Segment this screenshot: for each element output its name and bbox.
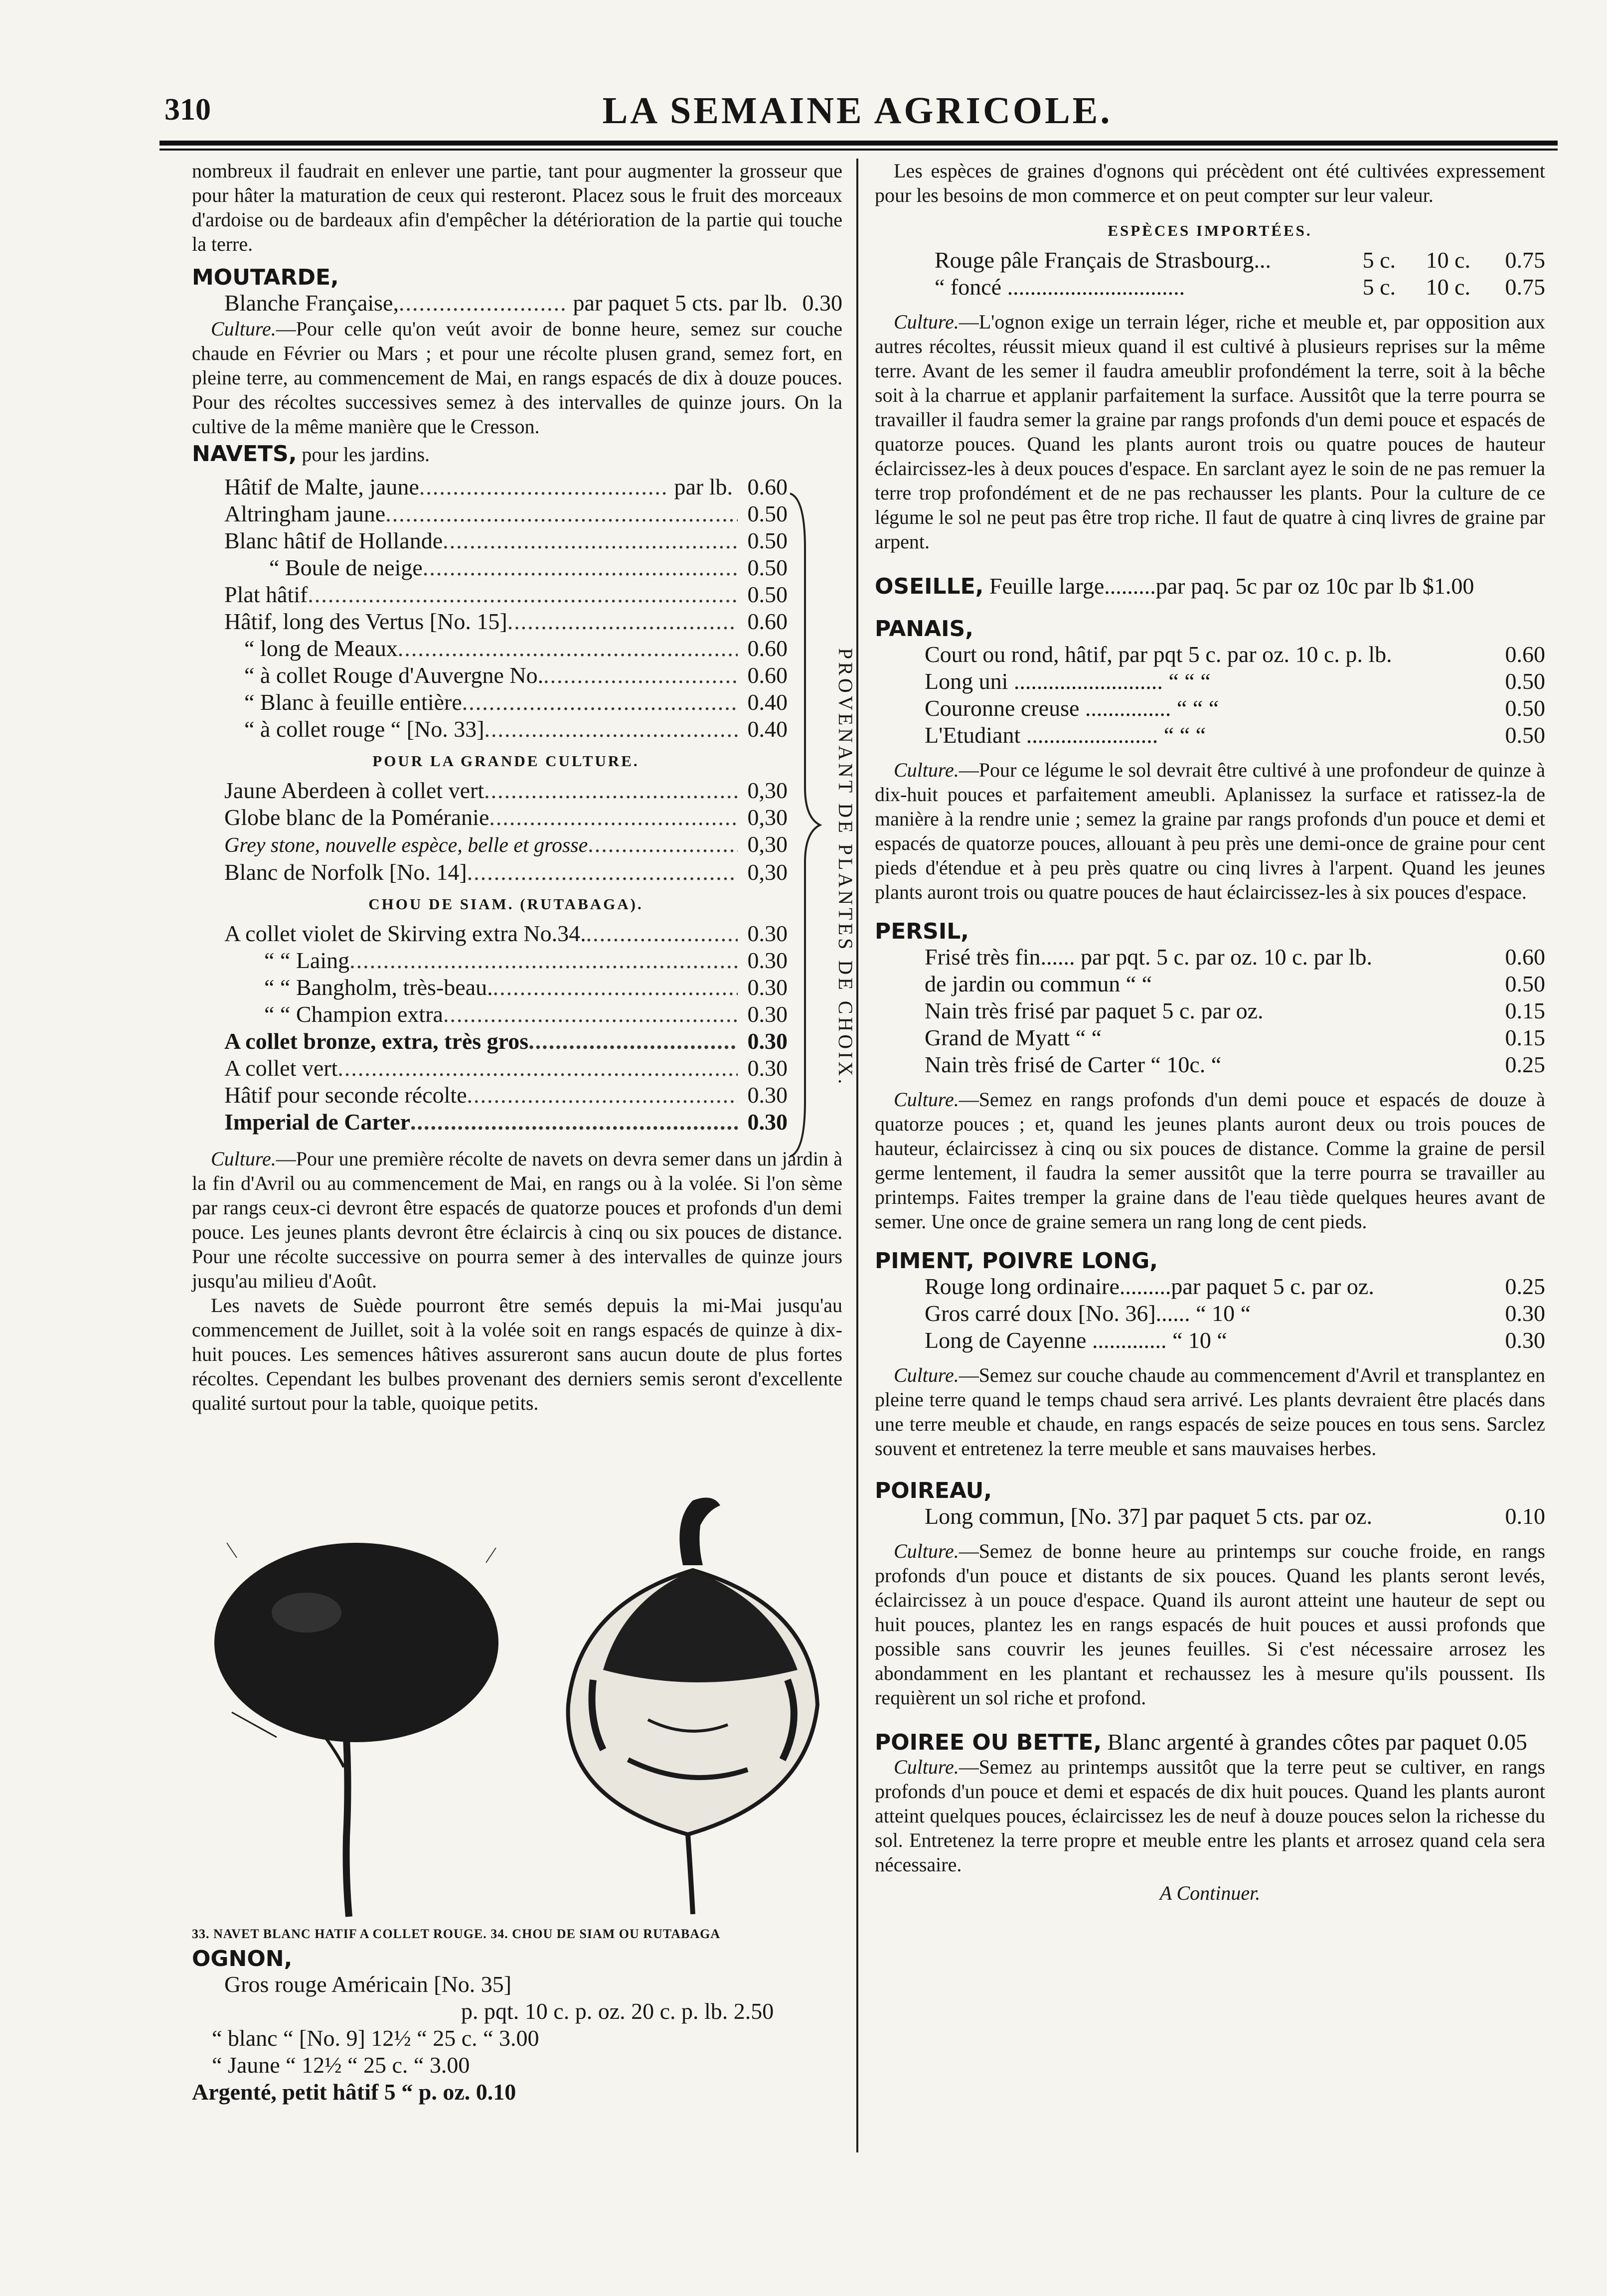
list-item bbox=[224, 1109, 788, 1136]
list-item bbox=[925, 1327, 1545, 1354]
item-price: 0.60 bbox=[747, 636, 788, 661]
culture-label: Culture. bbox=[211, 318, 276, 340]
item-name: Hâtif pour seconde récolte bbox=[224, 1082, 467, 1108]
vertical-label: PROVENANT DE PLANTES DE CHOIX. bbox=[834, 648, 857, 1087]
moutarde-unit: par paquet 5 cts. par lb. bbox=[573, 290, 788, 316]
panais-culture bbox=[875, 758, 1545, 904]
item-name: “ foncé ............................... bbox=[935, 274, 1185, 300]
list-item: Gros rouge Américain [No. 35] bbox=[224, 1971, 512, 1997]
list-item bbox=[935, 247, 1545, 274]
column-divider bbox=[856, 159, 858, 2152]
item-price: 0.50 bbox=[747, 528, 788, 553]
item-price: 0.60 bbox=[1505, 642, 1545, 667]
list-item bbox=[224, 500, 788, 527]
navets-brace bbox=[785, 489, 825, 1161]
list-item bbox=[224, 716, 788, 743]
item-name: Gros carré doux [No. 36]...... “ 10 “ bbox=[925, 1301, 1251, 1326]
piment-culture bbox=[875, 1363, 1545, 1461]
item-name: Nain très frisé de Carter “ 10c. “ bbox=[925, 1052, 1222, 1077]
list-item: Argenté, petit hâtif 5 “ p. oz. 0.10 bbox=[192, 2079, 516, 2105]
leader-dots bbox=[467, 1082, 738, 1109]
leader-dots bbox=[410, 1109, 738, 1136]
list-item bbox=[224, 554, 788, 581]
item-price: 0.60 bbox=[747, 609, 788, 634]
item-name: “ “ Bangholm, très-beau. bbox=[264, 975, 493, 1000]
culture-label: Culture. bbox=[894, 1364, 959, 1386]
leader-dots bbox=[385, 500, 738, 527]
item-price: 0.30 bbox=[747, 975, 788, 1000]
item-name: L'Etudiant ....................... “ “ “ bbox=[925, 722, 1206, 748]
moutarde-price: 0.30 bbox=[802, 290, 842, 316]
leader-dots bbox=[484, 716, 738, 743]
list-item bbox=[224, 1082, 788, 1109]
chou-siam-title: CHOU DE SIAM. (RUTABAGA). bbox=[368, 895, 643, 913]
list-item: “ blanc “ [No. 9] 12½ “ 25 c. “ 3.00 bbox=[212, 2025, 539, 2051]
poireau-culture bbox=[875, 1539, 1545, 1710]
list-item bbox=[925, 971, 1545, 997]
item-price: 0.30 bbox=[747, 948, 788, 973]
item-price: 0,30 bbox=[747, 831, 788, 857]
navets-heading-suffix: pour les jardins. bbox=[302, 443, 430, 466]
list-item bbox=[224, 689, 788, 716]
list-item bbox=[224, 1055, 788, 1082]
continuer-note: A Continuer. bbox=[1159, 1882, 1261, 1904]
item-unit: par lb. bbox=[674, 474, 733, 499]
leader-dots bbox=[489, 804, 738, 831]
leader-dots bbox=[462, 689, 738, 716]
item-price-c: 0.75 bbox=[1505, 274, 1545, 300]
oseille-heading: OSEILLE, bbox=[875, 574, 984, 599]
ognon-culture bbox=[875, 310, 1545, 554]
leader-dots bbox=[308, 581, 738, 608]
leader-dots bbox=[337, 1055, 738, 1082]
item-name: A collet violet de Skirving extra No.34. bbox=[224, 921, 586, 946]
leader-dots bbox=[443, 527, 738, 554]
item-name: “ Boule de neige bbox=[269, 555, 423, 580]
item-price: 0.30 bbox=[747, 1055, 788, 1081]
grande-culture-title: POUR LA GRANDE CULTURE. bbox=[372, 752, 640, 770]
item-name: “ Blanc à feuille entière bbox=[244, 689, 462, 715]
item-name: “ “ Champion extra bbox=[264, 1001, 443, 1027]
item-price: 0.40 bbox=[747, 689, 788, 715]
culture-label: Culture. bbox=[894, 311, 959, 333]
leader-dots bbox=[349, 947, 738, 974]
item-name: “ long de Meaux bbox=[244, 636, 398, 661]
imported-title: ESPÈCES IMPORTÉES. bbox=[1108, 222, 1312, 239]
culture-text: —Pour une première récolte de navets on devra semer dans un jardin à la fin d'Avril ou au commencement de Mai, en rangs ou à la volée. Si l'on sème par rangs ceux-ci devront être espacés de quatorze pouces et profonds d'un demi pouce. Les jeunes plants devront être éclaircis à cinq ou six pouces de distance. Pour une récolte successive on pourra semer à des intervalles de quinze jours jusqu'au milieu d'Août. bbox=[192, 1148, 842, 1292]
item-price: 0.30 bbox=[747, 921, 788, 946]
list-item bbox=[224, 662, 788, 689]
list-item: “ Jaune “ 12½ “ 25 c. “ 3.00 bbox=[212, 2052, 470, 2078]
list-item bbox=[925, 997, 1545, 1024]
right-column bbox=[875, 159, 1545, 1905]
navets-list bbox=[224, 474, 788, 1136]
item-price: 0.50 bbox=[1505, 722, 1545, 748]
navets-culture-2: Les navets de Suède pourront être semés depuis la mi-Mai jusqu'au commencement de Juillet, soit à la volée soit en rangs espacés de quinze à dix-huit pouces. Les semences hâtives assureront sans aucun doute de plus fortes récoltes. Cependant les bulbes provenant des derniers semis seront d'excellente qualité surtout pour la table, quoique petits. bbox=[192, 1294, 842, 1414]
list-item bbox=[925, 1273, 1545, 1300]
persil-culture bbox=[875, 1087, 1545, 1234]
navets-culture bbox=[192, 1147, 842, 1293]
list-item bbox=[224, 1028, 788, 1055]
item-price: 0.25 bbox=[1505, 1052, 1545, 1077]
list-item bbox=[224, 527, 788, 554]
item-price: 0.30 bbox=[747, 1001, 788, 1027]
leader-dots bbox=[543, 662, 738, 689]
page-number: 310 bbox=[164, 93, 211, 127]
page-header bbox=[160, 87, 1555, 142]
item-name: Long commun, [No. 37] par paquet 5 cts. par oz. bbox=[925, 1503, 1373, 1529]
leader-dots bbox=[467, 859, 738, 886]
culture-label: Culture. bbox=[211, 1148, 276, 1170]
item-name: Grand de Myatt “ “ bbox=[925, 1025, 1102, 1050]
oseille-row bbox=[875, 574, 1545, 599]
figure-caption: 33. NAVET BLANC HATIF A COLLET ROUGE. 34. CHOU DE SIAM OU RUTABAGA bbox=[192, 1927, 721, 1941]
item-price: 0.30 bbox=[1505, 1327, 1545, 1353]
culture-text: —L'ognon exige un terrain léger, riche et meuble et, par opposition aux autres récoltes, réussit mieux quand il est cultivé à plusieurs reprises sur la même terre. Avant de les semer il faudra ameublir profondément la terre, soit à la bêche soit à la charrue et applanir parfaitement la surface. Aussitôt que la terre pourra se travailler il faudra semer la graine par rangs profonds d'un demi pouce et espacés de quatorze pouces. Quand les plants auront trois ou quatre pouces de hauteur éclaircissez-les à deux pouces d'espace. En sarclant ayez le soin de ne pas remuer la terre trop profondément et de ne pas rechausser les plants. Pour la culture de ce légume le sol ne peut pas être trop riche. Il faut de quatre à cinq livres de graine par arpent. bbox=[875, 311, 1545, 553]
item-name: Blanc de Norfolk [No. 14] bbox=[224, 859, 467, 885]
leader-dots bbox=[484, 777, 738, 804]
item-price: 0.50 bbox=[1505, 695, 1545, 721]
list-item bbox=[224, 920, 788, 947]
piment-heading: PIMENT, POIVRE LONG, bbox=[875, 1248, 1158, 1274]
item-price: 0,30 bbox=[747, 805, 788, 830]
list-item bbox=[224, 974, 788, 1001]
culture-text: —Pour celle qu'on veút avoir de bonne heure, semez sur couche chaude en Février ou Mars ; et pour une récolte plusen grand, semez fort, en pleine terre, au commencement de Mai, en rangs espacés de dix à douze pouces. Pour des récoltes successives semez à des intervalles de quinze jours. On la cultive de la même manière que le Cresson. bbox=[192, 318, 842, 438]
item-name: Hâtif, long des Vertus [No. 15] bbox=[224, 609, 507, 634]
right-intro: Les espèces de graines d'ognons qui précèdent ont été cultivées expressement pour les besoins de mon commerce et on peut compter sur leur valeur. bbox=[875, 160, 1545, 206]
item-price: 0.40 bbox=[747, 716, 788, 742]
item-price-a: 5 c. bbox=[1362, 274, 1396, 300]
list-item bbox=[925, 695, 1545, 722]
list-item bbox=[224, 581, 788, 608]
culture-text: —Semez en rangs profonds d'un demi pouce et espacés de douze à quatorze pouces ; et, quand les jeunes plants auront deux ou trois pouces de hauteur, éclaircissez à cinq ou six pouces de distance. Comme la graine de persil germe lentement, il faudra la semer aussitôt que la terre pourra se travailler au printemps. Faites tremper la graine dans de l'eau tiède quelques heures avant de semer. Une once de graine semera un rang long de cent pieds. bbox=[875, 1088, 1545, 1233]
item-price: 0.50 bbox=[747, 582, 788, 607]
list-item bbox=[925, 641, 1545, 668]
culture-text: —Semez sur couche chaude au commencement d'Avril et transplantez en pleine terre quand le temps chaud sera arrivé. Les plants devraient être placés dans une terre meuble et chaude, en rangs espacés de seize pouces en tous sens. Sarclez souvent et entretenez la terre meuble et sans mauvaises herbes. bbox=[875, 1364, 1545, 1460]
item-name: Frisé très fin...... par pqt. 5 c. par oz. 10 c. par lb. bbox=[925, 944, 1373, 970]
list-item bbox=[224, 777, 788, 804]
list-item bbox=[925, 944, 1545, 971]
item-price: 0.30 bbox=[747, 1109, 788, 1135]
moutarde-culture bbox=[192, 317, 842, 439]
ognon-heading: OGNON, bbox=[192, 1946, 293, 1971]
leader-dots bbox=[586, 920, 738, 947]
culture-text: —Semez au printemps aussitôt que la terre peut se cultiver, en rangs profonds d'un pouce et demi et espacés de dix huit pouces. Quand les plants auront atteint quelques pouces, éclaircissez les de neuf à douze pouces selon la richesse du sol. Entretenez la terre propre et meuble entre les plants et arrosez quand cela sera nécessaire. bbox=[875, 1756, 1545, 1876]
item-price: 0.50 bbox=[1505, 971, 1545, 996]
list-item bbox=[925, 1051, 1545, 1078]
list-item bbox=[224, 804, 788, 831]
list-item bbox=[935, 274, 1545, 301]
item-name: Rouge long ordinaire.........par paquet 5 c. par oz. bbox=[925, 1274, 1374, 1299]
culture-label: Culture. bbox=[894, 759, 959, 781]
list-item bbox=[224, 947, 788, 974]
list-item: p. pqt. 10 c. p. oz. 20 c. p. lb. 2.50 bbox=[461, 1998, 774, 2024]
item-price: 0,30 bbox=[747, 859, 788, 885]
item-name: “ à collet Rouge d'Auvergne No. bbox=[244, 662, 544, 688]
list-item bbox=[925, 1300, 1545, 1327]
item-price: 0.15 bbox=[1505, 998, 1545, 1023]
item-name: A collet bronze, extra, très gros bbox=[224, 1028, 529, 1054]
header-rule-thick bbox=[160, 141, 1558, 146]
leader-dots bbox=[493, 974, 738, 1001]
culture-label: Culture. bbox=[894, 1756, 959, 1778]
item-price: 0.30 bbox=[747, 1082, 788, 1108]
culture-label: Culture. bbox=[894, 1088, 959, 1111]
item-price: 0.60 bbox=[747, 662, 788, 688]
leader-dots bbox=[423, 554, 738, 581]
item-name: Jaune Aberdeen à collet vert bbox=[224, 778, 484, 803]
ognon-section bbox=[192, 1947, 842, 2106]
list-item bbox=[224, 831, 788, 859]
item-name: Rouge pâle Français de Strasbourg... bbox=[935, 247, 1271, 273]
item-price-b: 10 c. bbox=[1426, 247, 1470, 273]
list-item bbox=[224, 474, 788, 500]
moutarde-item bbox=[224, 290, 842, 317]
item-price: 0.50 bbox=[747, 501, 788, 526]
item-price: 0.25 bbox=[1505, 1274, 1545, 1299]
item-price: 0.15 bbox=[1505, 1025, 1545, 1050]
item-price-a: 5 c. bbox=[1362, 247, 1396, 273]
leader-dots bbox=[419, 474, 669, 500]
item-name: Globe blanc de la Poméranie bbox=[224, 805, 489, 830]
leader-dots bbox=[398, 635, 738, 662]
item-name: Couronne creuse ............... “ “ “ bbox=[925, 695, 1219, 721]
persil-heading: PERSIL, bbox=[875, 919, 969, 944]
navets-heading-row bbox=[192, 442, 842, 467]
item-name: Court ou rond, hâtif, par pqt 5 c. par oz. 10 c. p. lb. bbox=[925, 642, 1392, 667]
culture-label: Culture. bbox=[894, 1540, 959, 1562]
item-name: Long de Cayenne ............. “ 10 “ bbox=[925, 1327, 1227, 1353]
left-column bbox=[192, 159, 842, 1415]
item-name: Nain très frisé par paquet 5 c. par oz. bbox=[925, 998, 1264, 1023]
item-name: Long uni .......................... “ “ “ bbox=[925, 668, 1211, 694]
list-item bbox=[925, 1024, 1545, 1051]
poireau-heading: POIREAU, bbox=[875, 1478, 992, 1503]
poiree-row bbox=[875, 1730, 1545, 1755]
item-name: “ à collet rouge “ [No. 33] bbox=[244, 716, 484, 742]
leader-dots bbox=[443, 1001, 738, 1028]
navets-heading: NAVETS, bbox=[192, 441, 297, 467]
list-item bbox=[925, 1503, 1545, 1530]
leader-dots bbox=[507, 608, 738, 635]
panais-heading: PANAIS, bbox=[875, 616, 973, 642]
list-item bbox=[224, 635, 788, 662]
list-item bbox=[224, 859, 788, 886]
item-name: de jardin ou commun “ “ bbox=[925, 971, 1152, 996]
culture-text: —Pour ce légume le sol devrait être cultivé à une profondeur de quinze à dix-huit pouces et parfaitement ameubli. Aplanissez la surface et ratissez-la de manière à la rendre unie ; semez la graine par rangs profonds d'un pouce et demi et espacés de quatorze pouces, allouant à peu près une demi-once de graine pour cent pieds d'étendue et à peu près quatre ou cinq livres à l'arpent. Quand les jeunes plants auront trois ou quatre pouces de haut éclaircissez-les à six pouces d'espace. bbox=[875, 759, 1545, 903]
leader-dots bbox=[528, 1028, 738, 1055]
item-name: Plat hâtif bbox=[224, 582, 308, 607]
intro-paragraph: nombreux il faudrait en enlever une partie, tant pour augmenter la grosseur que pour hâter la maturation de ceux qui resteront. Placez sous le fruit des morceaux d'ardoise ou de bardeaux afin d'empêcher la détérioration de la partie qui touche la terre. bbox=[192, 160, 842, 255]
header-rule-thin bbox=[160, 149, 1558, 151]
item-price: 0.10 bbox=[1505, 1503, 1545, 1529]
poiree-text: Blanc argenté à grandes côtes par paquet 0.05 bbox=[1107, 1729, 1527, 1755]
item-price-b: 10 c. bbox=[1426, 274, 1470, 300]
navet-turnip-illustration bbox=[197, 1528, 516, 1922]
list-item bbox=[925, 722, 1545, 749]
journal-title: LA SEMAINE AGRICOLE. bbox=[602, 90, 1113, 132]
moutarde-name: Blanche Française, bbox=[224, 290, 399, 316]
item-name: Blanc hâtif de Hollande bbox=[224, 528, 443, 553]
item-price: 0.30 bbox=[1505, 1301, 1545, 1326]
item-name: A collet vert bbox=[224, 1055, 338, 1081]
oseille-text: Feuille large.........par paq. 5c par oz 10c par lb $1.00 bbox=[989, 573, 1474, 599]
item-price: 0.50 bbox=[747, 555, 788, 580]
item-price: 0.50 bbox=[1505, 668, 1545, 694]
item-name: Imperial de Carter bbox=[224, 1109, 410, 1135]
item-price: 0.60 bbox=[747, 474, 788, 499]
item-name: Hâtif de Malte, jaune bbox=[224, 474, 419, 499]
item-name: Altringham jaune bbox=[224, 501, 386, 526]
moutarde-heading: MOUTARDE, bbox=[192, 265, 339, 290]
item-name: Grey stone, nouvelle espèce, belle et grosse bbox=[224, 834, 588, 857]
leader-dots bbox=[399, 290, 568, 317]
leader-dots bbox=[588, 831, 738, 858]
list-item bbox=[224, 1001, 788, 1028]
item-price: 0,30 bbox=[747, 778, 788, 803]
item-price-c: 0.75 bbox=[1505, 247, 1545, 273]
poiree-culture bbox=[875, 1755, 1545, 1877]
list-item bbox=[925, 668, 1545, 695]
item-name: “ “ Laing bbox=[264, 948, 350, 973]
list-item bbox=[224, 608, 788, 635]
item-price: 0.30 bbox=[747, 1028, 788, 1054]
poiree-heading: POIREE OU BETTE, bbox=[875, 1730, 1102, 1755]
culture-text: —Semez de bonne heure au printemps sur couche froide, en rangs profonds d'un pouce et distants de six pouces. Quand les plants seront levés, éclaircissez à un pouce d'espace. Quand ils auront atteint une hauteur de sept ou huit pouces, plantez les en rangs espacés de huit pouces et aussi profonds que possible sans couvrir les jeunes feuilles. Si c'est nécessaire arrosez les abondamment en les plantant et rechaussez les à mesure qu'ils poussent. Ils requièrent un sol riche et profond. bbox=[875, 1540, 1545, 1709]
chou-siam-rutabaga-illustration bbox=[548, 1490, 837, 1919]
item-price: 0.60 bbox=[1505, 944, 1545, 970]
